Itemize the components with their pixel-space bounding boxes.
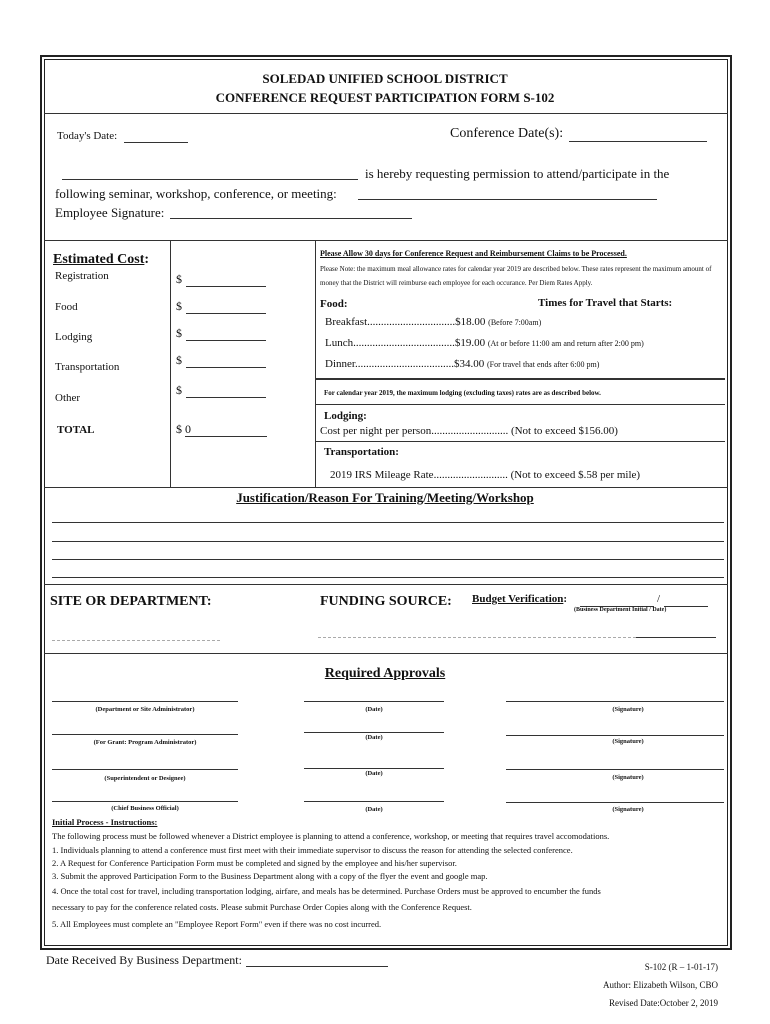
divider <box>44 584 728 585</box>
funding-source-field[interactable] <box>318 637 636 638</box>
approval-signature-label: (Signature) <box>612 806 644 813</box>
form-revised-date: Revised Date:October 2, 2019 <box>609 998 718 1008</box>
estimated-cost-title: Estimated Cost <box>53 252 145 267</box>
estimated-cost-colon: : <box>144 252 150 267</box>
budget-slash: / <box>657 593 661 605</box>
cost-label-divider <box>170 240 171 487</box>
currency-symbol: $ <box>176 383 182 397</box>
funding-source-field-end[interactable] <box>636 637 716 638</box>
travel-times-heading: Times for Travel that Starts: <box>538 297 673 309</box>
approval-role-label: (Superintendent or Designee) <box>104 775 186 782</box>
approval-date-label: (Date) <box>365 734 383 741</box>
budget-verification-label: Budget Verification <box>472 593 564 605</box>
budget-verification <box>472 593 567 605</box>
requesting-text: is hereby requesting permission to attend/participate in the <box>365 166 670 181</box>
estimated-cost-heading <box>53 252 149 268</box>
approvals-heading: Required Approvals <box>324 666 446 681</box>
instruction-line: 1. Individuals planning to attend a conference must first meet with their immediate supervisor to discuss the reason for attending the selected conference. <box>52 845 573 855</box>
currency-symbol: $ <box>176 272 182 286</box>
divider <box>44 240 728 241</box>
approval-signature-line[interactable] <box>506 735 724 736</box>
breakfast-rate <box>325 316 541 328</box>
approval-signature-line[interactable] <box>506 769 724 770</box>
lunch-rate <box>325 337 644 349</box>
cost-total-label: TOTAL <box>57 424 95 436</box>
currency-symbol: $ <box>176 353 182 367</box>
funding-source-label: FUNDING SOURCE: <box>320 594 452 609</box>
divider <box>44 487 728 488</box>
approval-role-label: (For Grant: Program Administrator) <box>93 739 197 746</box>
cost-value-transportation[interactable] <box>186 353 266 368</box>
food-rates-heading <box>320 298 348 310</box>
justification-line[interactable] <box>52 577 724 578</box>
approval-role-line[interactable] <box>52 769 238 770</box>
lodging-rate: Cost per night per person............................ (Not to exceed $156.00) <box>320 425 618 437</box>
mileage-rate: 2019 IRS Mileage Rate........................... (Not to exceed $.58 per mile) <box>330 469 641 481</box>
approval-signature-label: (Signature) <box>612 774 644 781</box>
approval-date-label: (Date) <box>365 706 383 713</box>
approval-signature-label: (Signature) <box>612 738 644 745</box>
approval-role-label: (Chief Business Official) <box>111 805 179 812</box>
rates-divider <box>315 378 725 380</box>
lunch-rate-note: (At or before 11:00 am and return after 2:00 pm) <box>487 339 644 348</box>
date-received-field[interactable] <box>246 966 388 967</box>
approval-date-label: (Date) <box>365 806 383 813</box>
form-title-line1: SOLEDAD UNIFIED SCHOOL DISTRICT <box>262 71 508 86</box>
cost-rates-divider <box>315 240 316 487</box>
instruction-line: 5. All Employees must complete an "Employee Report Form" even if there was no cost incurred. <box>52 919 382 929</box>
food-rates-label: Food <box>320 298 344 310</box>
approval-date-line[interactable] <box>304 768 444 769</box>
dinner-rate <box>325 358 599 370</box>
cost-value-other[interactable] <box>186 383 266 398</box>
conference-dates-field[interactable] <box>569 141 707 142</box>
instruction-line: 3. Submit the approved Participation Form to the Business Department along with a copy of the flyer the event and google map. <box>52 871 488 881</box>
approval-date-label: (Date) <box>365 770 383 777</box>
employee-name-field[interactable] <box>62 179 358 180</box>
lodging-notice: For calendar year 2019, the maximum lodging (excluding taxes) rates are as described below. <box>324 389 601 397</box>
cost-value-lodging[interactable] <box>186 326 266 341</box>
conference-dates-label: Conference Date(s): <box>450 126 564 141</box>
justification-line[interactable] <box>52 559 724 560</box>
signature-label: Employee Signature: <box>55 205 165 220</box>
site-department-field[interactable] <box>52 640 220 641</box>
following-text: following seminar, workshop, conference, or meeting: <box>55 186 337 201</box>
budget-date-field[interactable] <box>664 606 708 607</box>
food-rates-colon: : <box>343 298 348 310</box>
cost-value-registration[interactable] <box>186 272 266 287</box>
cost-label-lodging: Lodging <box>55 331 93 343</box>
lunch-rate-text: Lunch.....................................$19.00 <box>325 337 486 349</box>
event-name-field[interactable] <box>358 199 657 200</box>
cost-value-food[interactable] <box>186 299 266 314</box>
meal-allowance-note: Please Note: the maximum meal allowance rates for calendar year 2019 are described below. These rates represent the maximum amount of money that the District will reimburse each employee for each occurance. Per Diem Rates Apply. <box>320 265 712 287</box>
transportation-heading: Transportation: <box>324 446 399 458</box>
justification-line[interactable] <box>52 541 724 542</box>
budget-verification-colon: : <box>563 593 568 605</box>
rates-divider <box>315 441 725 442</box>
instruction-line: 4. Once the total cost for travel, including transportation lodging, airfare, and meals has be determined. Purchase Orders must be approved to encumber the funds <box>52 886 601 896</box>
rates-divider <box>315 404 725 405</box>
approval-role-line[interactable] <box>52 734 238 735</box>
approval-role-label: (Department or Site Administrator) <box>95 706 195 713</box>
employee-signature-field[interactable] <box>170 218 412 219</box>
currency-symbol: $ <box>176 299 182 313</box>
divider <box>44 653 728 654</box>
approval-signature-line[interactable] <box>506 701 724 702</box>
approval-date-line[interactable] <box>304 732 444 733</box>
instruction-line: The following process must be followed whenever a District employee is planning to attend a conference, workshop, or meeting that requires travel accomodations. <box>52 831 610 841</box>
approval-role-line[interactable] <box>52 701 238 702</box>
cost-label-food: Food <box>55 301 78 313</box>
form-title-line2: CONFERENCE REQUEST PARTICIPATION FORM S-102 <box>215 90 555 105</box>
justification-line[interactable] <box>52 522 724 523</box>
processing-notice: Please Allow 30 days for Conference Request and Reimbursement Claims to be Processed. <box>320 249 627 258</box>
dinner-rate-text: Dinner....................................$34.00 <box>325 358 485 370</box>
dinner-rate-note: (For travel that ends after 6:00 pm) <box>486 360 600 369</box>
breakfast-rate-text: Breakfast................................$18.00 <box>325 316 486 328</box>
approval-role-line[interactable] <box>52 801 238 802</box>
cost-label-other: Other <box>55 392 81 404</box>
currency-symbol: $ <box>176 326 182 340</box>
cost-label-registration: Registration <box>55 270 109 282</box>
approval-date-line[interactable] <box>304 701 444 702</box>
approval-date-line[interactable] <box>304 801 444 802</box>
todays-date-field[interactable] <box>124 142 188 143</box>
justification-heading: Justification/Reason For Training/Meeting/Workshop <box>236 490 534 505</box>
approval-signature-line[interactable] <box>506 802 724 803</box>
instructions-heading: Initial Process - Instructions: <box>52 817 158 827</box>
instruction-line: necessary to pay for the conference related costs. Please submit Purchase Order Copies along with the Conference Request. <box>52 902 472 912</box>
todays-date-label: Today's Date: <box>57 130 118 142</box>
instruction-line: 2. A Request for Conference Participation Form must be completed and signed by the employee and his/her supervisor. <box>52 858 457 868</box>
cost-label-transportation: Transportation <box>55 361 120 373</box>
divider <box>44 113 728 114</box>
cost-total-value[interactable]: 0 <box>185 422 267 437</box>
breakfast-rate-note: (Before 7:00am) <box>488 318 542 327</box>
approval-signature-label: (Signature) <box>612 706 644 713</box>
budget-verification-sub: (Business Department Initial / Date) <box>574 607 667 613</box>
date-received-label: Date Received By Business Department: <box>46 953 242 967</box>
site-department-label: SITE OR DEPARTMENT: <box>50 594 212 609</box>
form-author: Author: Elizabeth Wilson, CBO <box>603 980 718 990</box>
form-code: S-102 (R – 1-01-17) <box>644 962 718 972</box>
currency-symbol: $ <box>176 422 182 436</box>
lodging-heading: Lodging: <box>324 410 367 422</box>
